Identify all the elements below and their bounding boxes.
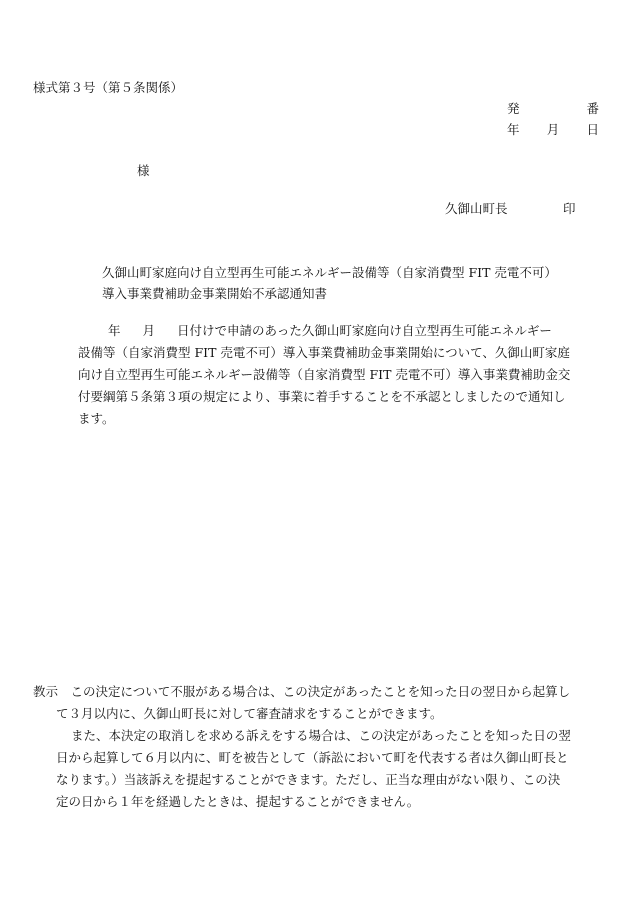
document-title [102,262,557,304]
body-line-5: ます。 [78,411,115,426]
notice-body [78,320,603,430]
issue-number-label-right: 番 [586,101,599,116]
date-month-label: 月 [546,122,560,137]
body-line-1-text: 日付けで申請のあった久御山町家庭向け自立型再生可能エネルギー [177,323,552,338]
body-year-label: 年 [108,323,121,338]
issuer-name: 久御山町長 [445,201,508,216]
instruction-line-5: なります。）当該訴えを提起することができます。ただし、正当な理由がない限り、この決 [56,772,561,787]
instruction-label: 教示 [33,684,59,699]
issuer-seal-mark: 印 [563,201,576,216]
body-line-2: 設備等（自家消費型 FIT 売電不可）導入事業費補助金事業開始について、久御山町家庭 [78,345,570,360]
body-line-1 [78,320,603,342]
title-line-2: 導入事業費補助金事業開始不承認通知書 [102,286,328,301]
instruction-line-3: また、本決定の取消しを求める訴えをする場合は、この決定があったことを知った日の翌 [71,728,571,743]
issue-number [507,101,599,117]
date-year-label: 年 [507,122,520,137]
instruction-line-1 [33,681,608,703]
instruction-paragraph-1 [33,681,608,725]
body-month-label: 月 [142,323,156,338]
issue-date [507,122,599,138]
date-day-label: 日 [586,122,599,137]
instruction-paragraph-2 [33,725,608,813]
instruction-line-6: 定の日から１年を経過したときは、提起することができません。 [56,794,420,809]
instruction-line-4: 日から起算して６月以内に、町を被告として（訴訟において町を代表する者は久御山町長と [56,750,569,765]
issue-number-label-left: 発 [507,101,520,116]
appeal-instruction [33,681,608,813]
body-line-4: 付要綱第５条第３項の規定により、事業に着手することを不承認としましたので通知し [78,389,566,404]
form-number: 様式第３号（第５条関係） [33,80,184,95]
body-line-3: 向け自立型再生可能エネルギー設備等（自家消費型 FIT 売電不可）導入事業費補助金交 [78,367,571,382]
instruction-line-2: て３月以内に、久御山町長に対して審査請求をすることができます。 [56,706,443,721]
instruction-line-1-text: この決定について不服がある場合は、この決定があったことを知った日の翌日から起算し [70,684,571,699]
title-line-1: 久御山町家庭向け自立型再生可能エネルギー設備等（自家消費型 FIT 売電不可） [102,265,557,280]
addressee-honorific: 様 [137,163,150,178]
